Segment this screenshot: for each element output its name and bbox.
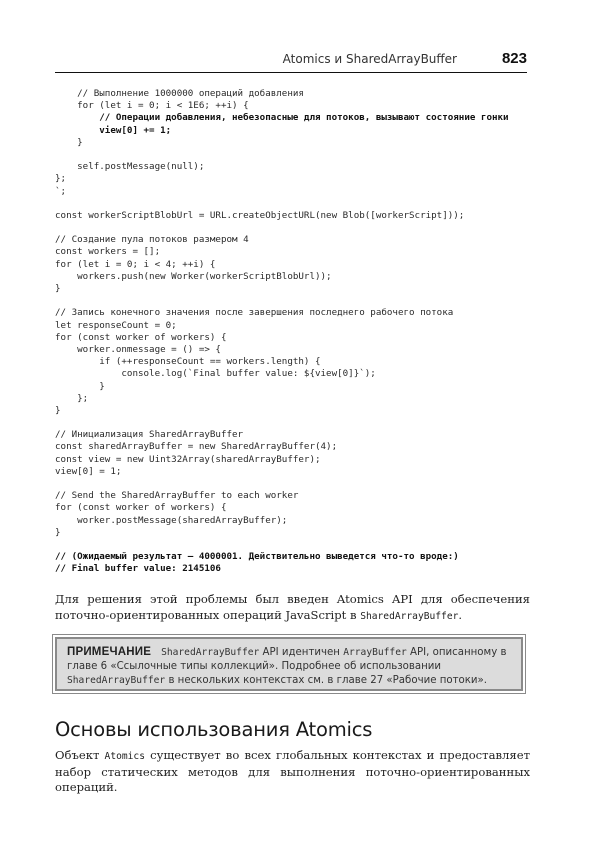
code-line: } — [55, 526, 61, 538]
inline-code: SharedArrayBuffer — [67, 675, 166, 686]
inline-code: Atomics — [104, 751, 145, 762]
code-line — [55, 222, 555, 234]
code-line: const sharedArrayBuffer = new SharedArrayBuffer(4); — [55, 441, 338, 453]
page-number: 823 — [501, 50, 527, 67]
code-line: } — [55, 404, 61, 416]
section-heading: Основы использования Atomics — [55, 718, 373, 741]
paragraph-text: . — [458, 607, 463, 622]
code-line: }; — [55, 173, 67, 185]
code-line: } — [55, 380, 105, 392]
code-line: // Создание пула потоков размером 4 — [55, 234, 249, 246]
note-text: API, описанному в главе 6 «Ссылочные типы коллекций». Подробнее об использовании — [67, 647, 507, 672]
inline-code: SharedArrayBuffer — [360, 610, 459, 622]
paragraph-text: существует во всех глобальных контекстах и предоставляет набор статических методов для выполнения поточно-ориентированных операций. — [55, 748, 530, 794]
code-line — [55, 417, 555, 429]
code-line — [55, 478, 555, 490]
code-line: // Final buffer value: 2145106 — [55, 563, 221, 575]
code-line: view[0] += 1; — [55, 124, 172, 136]
code-line — [55, 149, 555, 161]
code-line: // Инициализация SharedArrayBuffer — [55, 429, 244, 441]
code-line: self.postMessage(null); — [55, 161, 205, 173]
code-line: view[0] = 1; — [55, 465, 122, 477]
code-line: for (let i = 0; i < 4; ++i) { — [55, 258, 216, 270]
code-line: // Send the SharedArrayBuffer to each worker — [55, 490, 299, 502]
code-line: // Выполнение 1000000 операций добавления — [55, 88, 304, 99]
code-line: } — [55, 136, 83, 148]
code-line — [55, 539, 555, 551]
code-line — [55, 295, 555, 307]
paragraph-text: Объект — [55, 748, 105, 762]
code-line: for (let i = 0; i < 1E6; ++i) { — [55, 100, 249, 112]
code-line: const workers = []; — [55, 246, 161, 258]
running-header — [55, 50, 527, 73]
code-line: worker.onmessage = () => { — [55, 343, 221, 355]
code-line: // Операции добавления, небезопасные для потоков, вызывают состояние гонки — [55, 112, 509, 124]
note-text: в нескольких контекстах см. в главе 27 «Рабочие потоки». — [165, 675, 488, 686]
code-line: let responseCount = 0; — [55, 319, 177, 331]
running-title: Atomics и SharedArrayBuffer — [282, 52, 457, 66]
code-line: // (Ожидаемый результат — 4000001. Действительно выведется что-то вроде:) — [55, 551, 459, 563]
note-box — [55, 637, 523, 691]
code-line: if (++responseCount == workers.length) { — [55, 356, 321, 368]
note-label: ПРИМЕЧАНИЕ — [67, 646, 152, 658]
code-line: // Запись конечного значения после завершения последнего рабочего потока — [55, 307, 454, 319]
code-line: workers.push(new Worker(workerScriptBlobUrl)); — [55, 270, 332, 282]
code-line: }; — [55, 392, 89, 404]
inline-code: SharedArrayBuffer — [161, 647, 260, 658]
code-line: const view = new Uint32Array(sharedArrayBuffer); — [55, 453, 321, 465]
code-line: for (const worker of workers) { — [55, 502, 227, 514]
code-line: } — [55, 283, 61, 294]
paragraph-text: Для решения этой проблемы был введен Atomics API для обеспечения поточно-ориентированных операций JavaScript в — [55, 592, 530, 622]
code-line: `; — [55, 185, 67, 197]
code-line: worker.postMessage(sharedArrayBuffer); — [55, 514, 288, 526]
inline-code: ArrayBuffer — [343, 647, 407, 658]
code-line: for (const worker of workers) { — [55, 331, 227, 343]
note-text: API идентичен — [259, 647, 344, 658]
code-line: const workerScriptBlobUrl = URL.createObjectURL(new Blob([workerScript])); — [55, 209, 465, 221]
code-block — [55, 88, 555, 576]
code-line: console.log(`Final buffer value: ${view[0]}`); — [55, 368, 376, 380]
paragraph-atomics-object — [55, 748, 530, 796]
code-line — [55, 198, 555, 210]
paragraph-atomics-intro — [55, 592, 530, 624]
